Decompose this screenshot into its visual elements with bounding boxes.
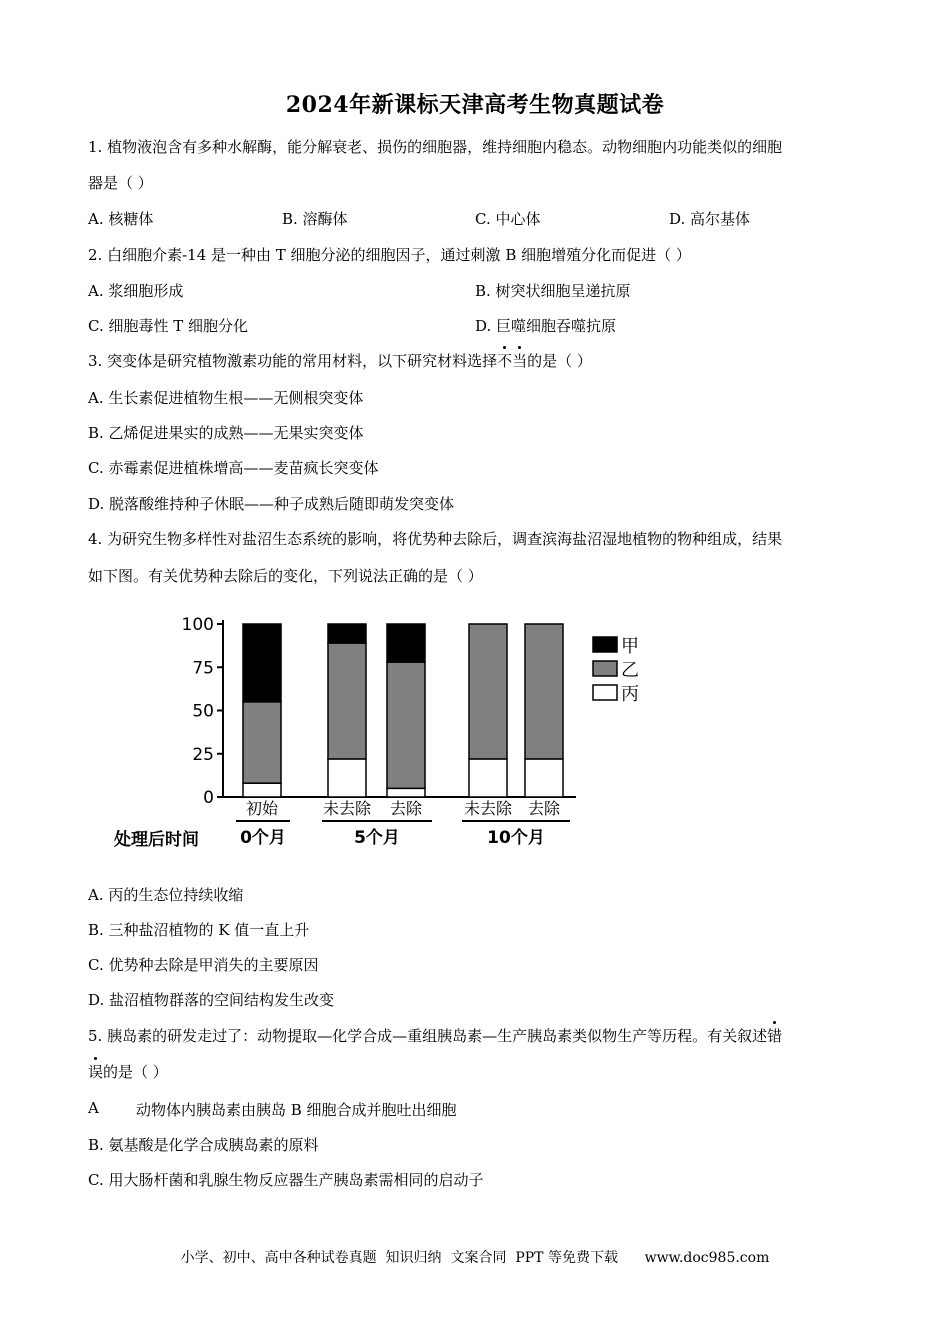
bar-segment xyxy=(328,643,366,759)
q1-option-d: D. 高尔基体 xyxy=(669,210,751,228)
bar-segment xyxy=(469,759,507,797)
q3-option-d: D. 脱落酸维持种子休眠——种子成熟后随即萌发突变体 xyxy=(88,495,455,513)
x-category-label: 去除 xyxy=(389,799,423,818)
q3-text-post: 的是（ ） xyxy=(527,352,592,370)
species-composition-chart xyxy=(100,600,660,860)
q1-line2: 器是（ ） xyxy=(88,174,153,192)
group-label: 0个月 xyxy=(240,828,286,848)
y-tick-label: 100 xyxy=(181,615,214,635)
q2-option-c: C. 细胞毒性 T 细胞分化 xyxy=(88,317,249,335)
q5-line1 xyxy=(88,1025,782,1046)
bar-segment xyxy=(243,702,281,783)
legend-swatch xyxy=(593,661,617,676)
y-tick-label: 75 xyxy=(192,658,214,679)
bar-segment xyxy=(387,624,425,662)
group-label: 10个月 xyxy=(487,828,545,848)
q5-emphasis-2: 误 xyxy=(88,1063,104,1081)
q1-option-c: C. 中心体 xyxy=(475,210,541,228)
q1-line1: 1. 植物液泡含有多种水解酶，能分解衰老、损伤的细胞器，维持细胞内稳态。动物细胞内功能类似的细胞 xyxy=(88,138,783,156)
q4-option-b: B. 三种盐沼植物的 K 值一直上升 xyxy=(88,921,310,939)
legend-swatch xyxy=(593,637,617,652)
q3-line1 xyxy=(88,350,592,371)
footer-note: 小学、初中、高中各种试卷真题 知识归纳 文案合同 PPT 等免费下载 www.doc985.com xyxy=(180,1250,770,1266)
legend-swatch xyxy=(593,685,617,700)
bar-segment xyxy=(525,624,563,759)
group-label: 5个月 xyxy=(354,828,400,848)
bar-segment xyxy=(328,624,366,643)
bar-segment xyxy=(525,759,563,797)
legend-label: 丙 xyxy=(621,684,639,705)
x-category-label: 未去除 xyxy=(322,799,372,818)
q4-option-d: D. 盐沼植物群落的空间结构发生改变 xyxy=(88,991,335,1009)
q5-option-c: C. 用大肠杆菌和乳腺生物反应器生产胰岛素需相同的启动子 xyxy=(88,1171,484,1189)
bar-segment xyxy=(387,662,425,788)
y-tick-label: 50 xyxy=(192,701,214,722)
q2-option-a: A. 浆细胞形成 xyxy=(88,282,184,300)
bar-segment xyxy=(243,624,281,702)
q5-option-a-label: A xyxy=(88,1099,99,1117)
bar-segment xyxy=(469,624,507,759)
x-category-label: 初始 xyxy=(245,799,279,818)
bar-segment xyxy=(328,759,366,797)
q5-option-a-text: 动物体内胰岛素由胰岛 B 细胞合成并胞吐出细胞 xyxy=(136,1101,457,1119)
bar-segment xyxy=(243,783,281,797)
q1-option-a: A. 核糖体 xyxy=(88,210,154,228)
q3-text-pre: 3. 突变体是研究植物激素功能的常用材料，以下研究材料选择 xyxy=(88,352,498,370)
q5-text-post: 的是（ ） xyxy=(103,1063,168,1081)
q4-option-c: C. 优势种去除是甲消失的主要原因 xyxy=(88,956,319,974)
q1-option-b: B. 溶酶体 xyxy=(282,210,348,228)
bar-segment xyxy=(387,788,425,797)
q2-option-d: D. 巨噬细胞吞噬抗原 xyxy=(475,317,617,335)
q4-option-a: A. 丙的生态位持续收缩 xyxy=(88,886,244,904)
page-title: 2024年新课标天津高考生物真题试卷 xyxy=(285,92,665,118)
x-category-label: 去除 xyxy=(527,799,561,818)
y-tick-label: 25 xyxy=(192,744,214,765)
q3-emphasis-1: 不 xyxy=(497,352,513,370)
q4-line2: 如下图。有关优势种去除后的变化，下列说法正确的是（ ） xyxy=(88,567,483,585)
q3-option-b: B. 乙烯促进果实的成熟——无果实突变体 xyxy=(88,424,364,442)
q5-line2 xyxy=(88,1061,168,1082)
x-axis-title: 处理后时间 xyxy=(114,830,199,850)
q3-option-a: A. 生长素促进植物生根——无侧根突变体 xyxy=(88,389,364,407)
legend-label: 乙 xyxy=(621,660,639,681)
q3-option-c: C. 赤霉素促进植株增高——麦苗疯长突变体 xyxy=(88,459,379,477)
q5-option-b: B. 氨基酸是化学合成胰岛素的原料 xyxy=(88,1136,319,1154)
q5-text-pre: 5. 胰岛素的研发走过了：动物提取—化学合成—重组胰岛素—生产胰岛素类似物生产等历程。有关叙述 xyxy=(88,1027,768,1045)
legend-label: 甲 xyxy=(621,636,639,657)
q2-option-b: B. 树突状细胞呈递抗原 xyxy=(475,282,631,300)
x-category-label: 未去除 xyxy=(463,799,513,818)
q5-emphasis-1: 错 xyxy=(767,1027,783,1045)
q4-line1: 4. 为研究生物多样性对盐沼生态系统的影响，将优势种去除后，调查滨海盐沼湿地植物的物种组成，结果 xyxy=(88,530,783,548)
q2-line1: 2. 白细胞介素-14 是一种由 T 细胞分泌的细胞因子，通过刺激 B 细胞增殖分化而促进（ ） xyxy=(88,246,691,264)
q3-emphasis-2: 当 xyxy=(512,352,528,370)
y-tick-label: 0 xyxy=(203,788,214,808)
